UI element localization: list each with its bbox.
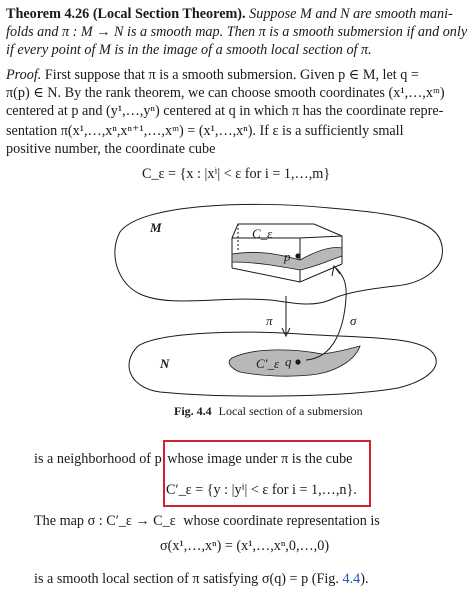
figure-number: Fig. 4.4	[174, 404, 212, 418]
point-q	[295, 359, 300, 364]
after-text-3b: whose coordinate representation is	[183, 513, 380, 529]
highlight-box	[163, 440, 371, 507]
after-text-1a: is a neighborhood of p	[34, 451, 162, 467]
figure-local-section	[0, 198, 474, 398]
proof-text-1: First suppose that π is a smooth submersion. Given p ∈ M, let q =	[44, 67, 419, 83]
after-text-5b: ).	[360, 571, 369, 587]
equation-sigma: σ(x¹,…,xⁿ) = (x¹,…,xⁿ,0,…,0)	[160, 538, 330, 554]
sigma-arrow	[306, 268, 346, 360]
manifold-M-shape	[115, 204, 443, 304]
proof-label: Proof.	[6, 67, 42, 83]
theorem-line-2: folds and π : M → N is a smooth map. Then π is a smooth submersion if and only	[6, 24, 468, 40]
point-p	[295, 253, 300, 258]
after-line-5	[34, 570, 369, 588]
label-M: M	[150, 220, 162, 235]
equation-cube-ce: C_ε = {x : |xⁱ| < ε for i = 1,…,m}	[142, 166, 331, 182]
proof-line-5: positive number, the coordinate cube	[6, 141, 216, 157]
after-text-1b: whose image under π is the cube	[167, 451, 353, 467]
label-sigma: σ	[350, 313, 357, 328]
cube-ce-prime-region	[229, 346, 360, 376]
label-Ce: C_ε	[252, 226, 273, 241]
proof-line-4: sentation π(x¹,…,xⁿ,xⁿ⁺¹,…,xᵐ) = (x¹,…,xⁿ). If ε is a sufficiently small	[6, 123, 404, 139]
equation-cube-ce-prime: C′_ε = {y : |yⁱ| < ε for i = 1,…,n}.	[166, 482, 357, 498]
proof-line-2: π(p) ∈ N. By the rank theorem, we can choose smooth coordinates (x¹,…,xᵐ)	[6, 85, 445, 101]
label-q: q	[285, 354, 292, 369]
label-N: N	[160, 356, 170, 371]
figure-ref-link[interactable]: 4.4	[342, 571, 361, 587]
figure-caption	[174, 404, 363, 419]
theorem-heading: Theorem 4.26 (Local Section Theorem).	[6, 6, 246, 22]
label-p: p	[284, 249, 291, 264]
after-text-3a: The map σ : C′_ε → C_ε	[34, 513, 176, 529]
theorem-line-3: if every point of M is in the image of a smooth local section of π.	[6, 42, 372, 58]
proof-line-3: centered at p and (y¹,…,yⁿ) centered at q in which π has the coordinate repre-	[6, 103, 444, 119]
theorem-text-1: Suppose M and N are smooth mani-	[249, 6, 453, 22]
theorem-line-1	[6, 5, 453, 23]
proof-line-1	[6, 66, 419, 84]
label-Ce-prime: C′_ε	[256, 356, 280, 371]
label-pi: π	[266, 313, 273, 328]
after-text-5a: is a smooth local section of π satisfying σ(q) = p (Fig.	[34, 571, 339, 587]
figure-caption-text: Local section of a submersion	[218, 404, 363, 418]
after-line-3	[34, 512, 380, 530]
